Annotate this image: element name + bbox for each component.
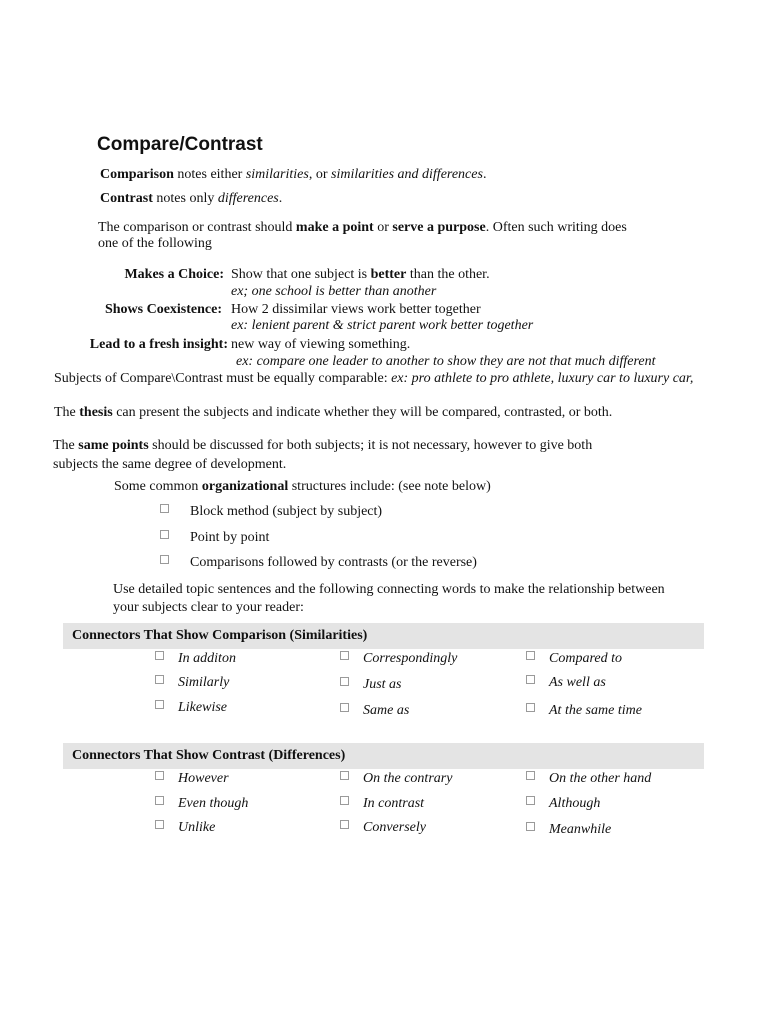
type-example-coexistence: ex: lenient parent & strict parent work better together xyxy=(231,318,534,333)
comparison-table-header: Connectors That Show Comparison (Similarities) xyxy=(63,623,704,649)
connector-item: Same as xyxy=(340,703,409,719)
contrast-table-header: Connectors That Show Contrast (Differences) xyxy=(63,743,704,769)
subjects-line: Subjects of Compare\Contrast must be equally comparable: ex: pro athlete to pro athlete, luxury car to luxury car, xyxy=(54,371,694,386)
connector-item: Compared to xyxy=(526,651,622,667)
type-text-coexistence: How 2 dissimilar views work better together xyxy=(231,302,481,317)
bullet-box-icon xyxy=(526,771,535,780)
org-item-point: Point by point xyxy=(160,530,269,546)
connector-item: At the same time xyxy=(526,703,642,719)
bullet-box-icon xyxy=(155,771,164,780)
org-item-block: Block method (subject by subject) xyxy=(160,504,382,520)
bullet-box-icon xyxy=(526,651,535,660)
bullet-box-icon xyxy=(526,703,535,712)
bullet-box-icon xyxy=(526,675,535,684)
bullet-box-icon xyxy=(340,677,349,686)
bullet-box-icon xyxy=(155,796,164,805)
organization-line: Some common organizational structures include: (see note below) xyxy=(114,479,491,494)
connector-item: In additon xyxy=(155,651,236,667)
same-points-paragraph: The same points should be discussed for both subjects; it is not necessary, however to give both subjects the same degree of development. xyxy=(53,438,593,472)
bullet-box-icon xyxy=(526,796,535,805)
type-label-coexistence: Shows Coexistence: xyxy=(104,302,222,317)
purpose-line-1: The comparison or contrast should make a point or serve a purpose. Often such writing does xyxy=(98,220,627,235)
thesis-line: The thesis can present the subjects and indicate whether they will be compared, contrasted, or both. xyxy=(54,405,613,420)
connector-item: Correspondingly xyxy=(340,651,457,667)
bullet-box-icon xyxy=(340,703,349,712)
type-example-insight: ex: compare one leader to another to show they are not that much different xyxy=(236,354,656,369)
page-title: Compare/Contrast xyxy=(97,134,263,155)
bullet-box-icon xyxy=(155,820,164,829)
type-label-insight: Lead to a fresh insight: xyxy=(89,337,228,352)
detail-paragraph: Use detailed topic sentences and the following connecting words to make the relationship between your subjects clear to your reader: xyxy=(113,582,665,615)
bullet-box-icon xyxy=(155,675,164,684)
type-example-choice: ex; one school is better than another xyxy=(231,284,437,299)
connector-item: Although xyxy=(526,796,600,812)
connector-item: As well as xyxy=(526,675,606,691)
contrast-definition: Contrast notes only differences. xyxy=(100,191,283,206)
connector-item: Unlike xyxy=(155,820,215,836)
connector-item: Even though xyxy=(155,796,248,812)
connector-item: Similarly xyxy=(155,675,229,691)
bullet-box-icon xyxy=(340,796,349,805)
comparison-definition: Comparison notes either similarities, or similarities and differences. xyxy=(100,167,487,182)
purpose-paragraph xyxy=(98,220,627,252)
bullet-box-icon xyxy=(155,651,164,660)
bullet-box-icon xyxy=(155,700,164,709)
bullet-box-icon xyxy=(160,555,169,564)
connector-item: In contrast xyxy=(340,796,424,812)
bullet-box-icon xyxy=(160,504,169,513)
connector-item: On the other hand xyxy=(526,771,651,787)
purpose-line-2: one of the following xyxy=(98,236,212,251)
connector-item: However xyxy=(155,771,229,787)
bullet-box-icon xyxy=(160,530,169,539)
org-item-comparisons: Comparisons followed by contrasts (or the reverse) xyxy=(160,555,477,571)
bullet-box-icon xyxy=(526,822,535,831)
type-text-insight: new way of viewing something. xyxy=(231,337,411,352)
connector-item: Meanwhile xyxy=(526,822,611,838)
bullet-box-icon xyxy=(340,771,349,780)
type-text-choice: Show that one subject is better than the other. xyxy=(231,267,490,282)
bullet-box-icon xyxy=(340,820,349,829)
type-label-choice: Makes a Choice: xyxy=(124,267,224,282)
connector-item: Likewise xyxy=(155,700,227,716)
comparison-term: Comparison xyxy=(100,167,174,182)
connector-item: Just as xyxy=(340,677,402,693)
connector-item: On the contrary xyxy=(340,771,452,787)
bullet-box-icon xyxy=(340,651,349,660)
contrast-term: Contrast xyxy=(100,191,153,206)
connector-item: Conversely xyxy=(340,820,426,836)
